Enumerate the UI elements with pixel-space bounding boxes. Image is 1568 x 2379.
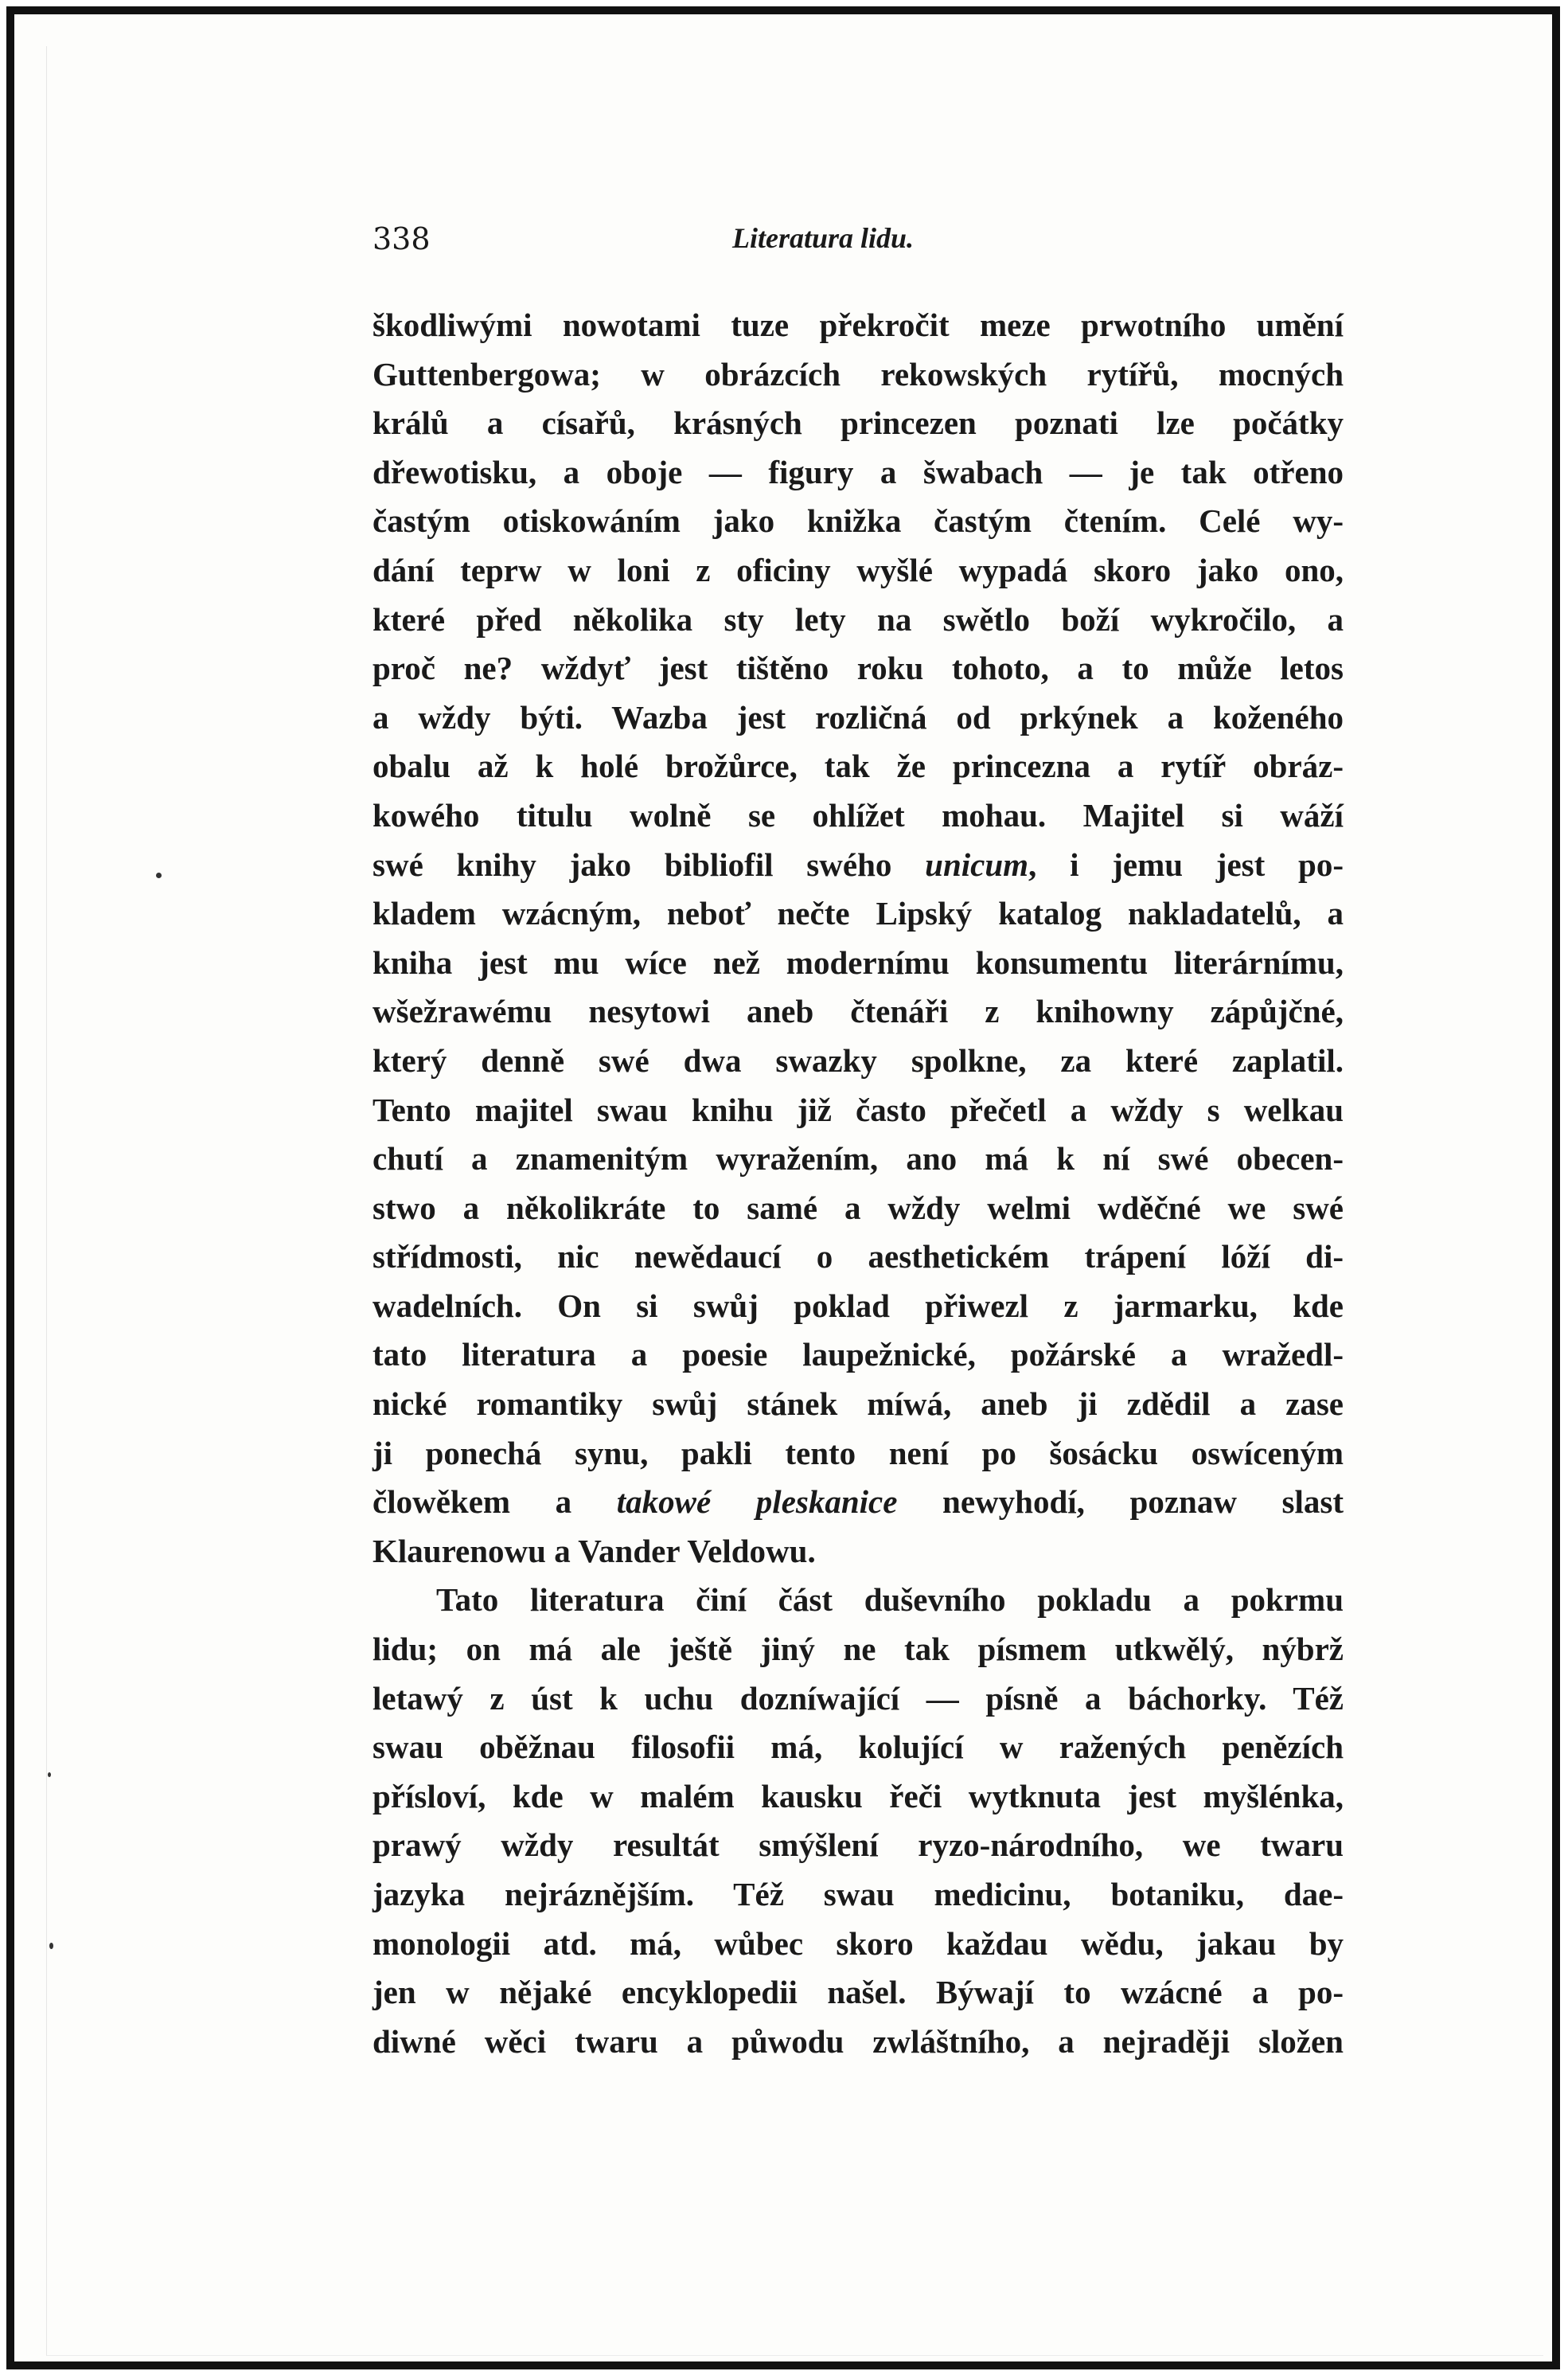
- italic-term: unicum: [925, 846, 1029, 883]
- text-line: swau oběžnau filosofii má, kolující w ražených penězích: [372, 1729, 1344, 1766]
- text-line: člowěkem a takowé pleskanice newyhodí, poznaw slast: [372, 1483, 1344, 1521]
- running-title: Literatura lidu.: [732, 222, 915, 254]
- text-line: dání teprw w loni z oficiny wyšlé wypadá skoro jako ono,: [372, 551, 1344, 588]
- text-line: wadelních. On si swůj poklad přiwezl z jarmarku, kde: [372, 1287, 1344, 1324]
- speck-mark: [48, 1772, 51, 1777]
- text-line: kladem wzácným, neboť nečte Lipský katalog nakladatelů, a: [372, 895, 1344, 932]
- text-line: králů a císařů, krásných princezen poznati lze počátky: [372, 404, 1344, 442]
- text-line: jazyka nejráznějším. Též swau medicinu, botaniku, dae-: [372, 1876, 1344, 1912]
- text-line: letawý z úst k uchu dozníwající — písně a báchorky. Též: [372, 1679, 1344, 1717]
- paragraph-1: [372, 301, 1344, 1576]
- text-line: ji ponechá synu, pakli tento není po šosácku oswíceným: [372, 1434, 1344, 1471]
- speck-mark: [156, 873, 162, 878]
- text-line: Klaurenowu a Vander Veldowu.: [372, 1532, 816, 1569]
- book-page: [372, 213, 1344, 2066]
- text-line: častým otiskowáním jako knižka častým čtením. Celé wy-: [372, 502, 1344, 540]
- text-line: střídmosti, nic newědaucí o aesthetickém trápení lóží di-: [372, 1238, 1344, 1275]
- text-line: který denně swé dwa swazky spolkne, za které zaplatil.: [372, 1041, 1344, 1079]
- text-line: Tato literatura činí část duševního pokladu a pokrmu: [436, 1581, 1344, 1619]
- text-line: které před několika sty lety na swětlo boží wykročilo, a: [372, 600, 1344, 638]
- page-number: 338: [372, 221, 431, 256]
- text-line: prawý wždy resultát smýšlení ryzo-národního, we twaru: [372, 1826, 1344, 1864]
- text-line: nické romantiky swůj stánek míwá, aneb ji zdědil a zase: [372, 1385, 1344, 1423]
- text-line: obalu až k holé brožůrce, tak že princezna a rytíř obráz-: [372, 748, 1344, 785]
- text-line: swé knihy jako bibliofil swého unicum, i jemu jest po-: [372, 846, 1344, 883]
- text-line: chutí a znamenitým wyražením, ano má k ní swé obecen-: [372, 1140, 1344, 1178]
- body-text: [372, 301, 1344, 2066]
- text-line: dřewotisku, a oboje — figury a šwabach — je tak otřeno: [372, 453, 1344, 490]
- text-line: proč ne? wždyť jest tištěno roku tohoto, a to může letos: [372, 650, 1344, 687]
- text-line: Tento majitel swau knihu již často přečetl a wždy s welkau: [372, 1091, 1344, 1128]
- italic-term: takowé pleskanice: [616, 1483, 898, 1521]
- text-line: jen w nějaké encyklopedii našel. Býwají to wzácné a po-: [372, 1974, 1344, 2011]
- text-line: stwo a několikráte to samé a wždy welmi wděčné we swé: [372, 1189, 1344, 1226]
- paragraph-2: [372, 1576, 1344, 2066]
- text-line: Guttenbergowa; w obrázcích rekowských rytířů, mocných: [372, 355, 1344, 393]
- text-line: diwné wěci twaru a půwodu zwláštního, a nejraději složen: [372, 2022, 1344, 2060]
- page-header: [372, 213, 1344, 269]
- speck-mark: [49, 1943, 53, 1949]
- text-line: škodliwými nowotami tuze překročit meze prwotního umění: [372, 307, 1344, 343]
- text-line: monologii atd. má, wůbec skoro každau wědu, jakau by: [372, 1924, 1344, 1962]
- text-line: přísloví, kde w malém kausku řeči wytknuta jest myšlénka,: [372, 1777, 1344, 1815]
- text-line: wšežrawému nesytowi aneb čtenáři z knihowny zápůjčné,: [372, 993, 1344, 1030]
- text-line: lidu; on má ale ještě jiný ne tak písmem utkwělý, nýbrž: [372, 1631, 1344, 1668]
- text-line: kowého titulu wolně se ohlížet mohau. Majitel si wáží: [372, 796, 1344, 834]
- text-line: tato literatura a poesie laupežnické, požárské a wražedl-: [372, 1336, 1344, 1373]
- text-line: a wždy býti. Wazba jest rozličná od prkýnek a koženého: [372, 698, 1344, 736]
- text-line: kniha jest mu wíce než modernímu konsumentu literárnímu,: [372, 943, 1344, 981]
